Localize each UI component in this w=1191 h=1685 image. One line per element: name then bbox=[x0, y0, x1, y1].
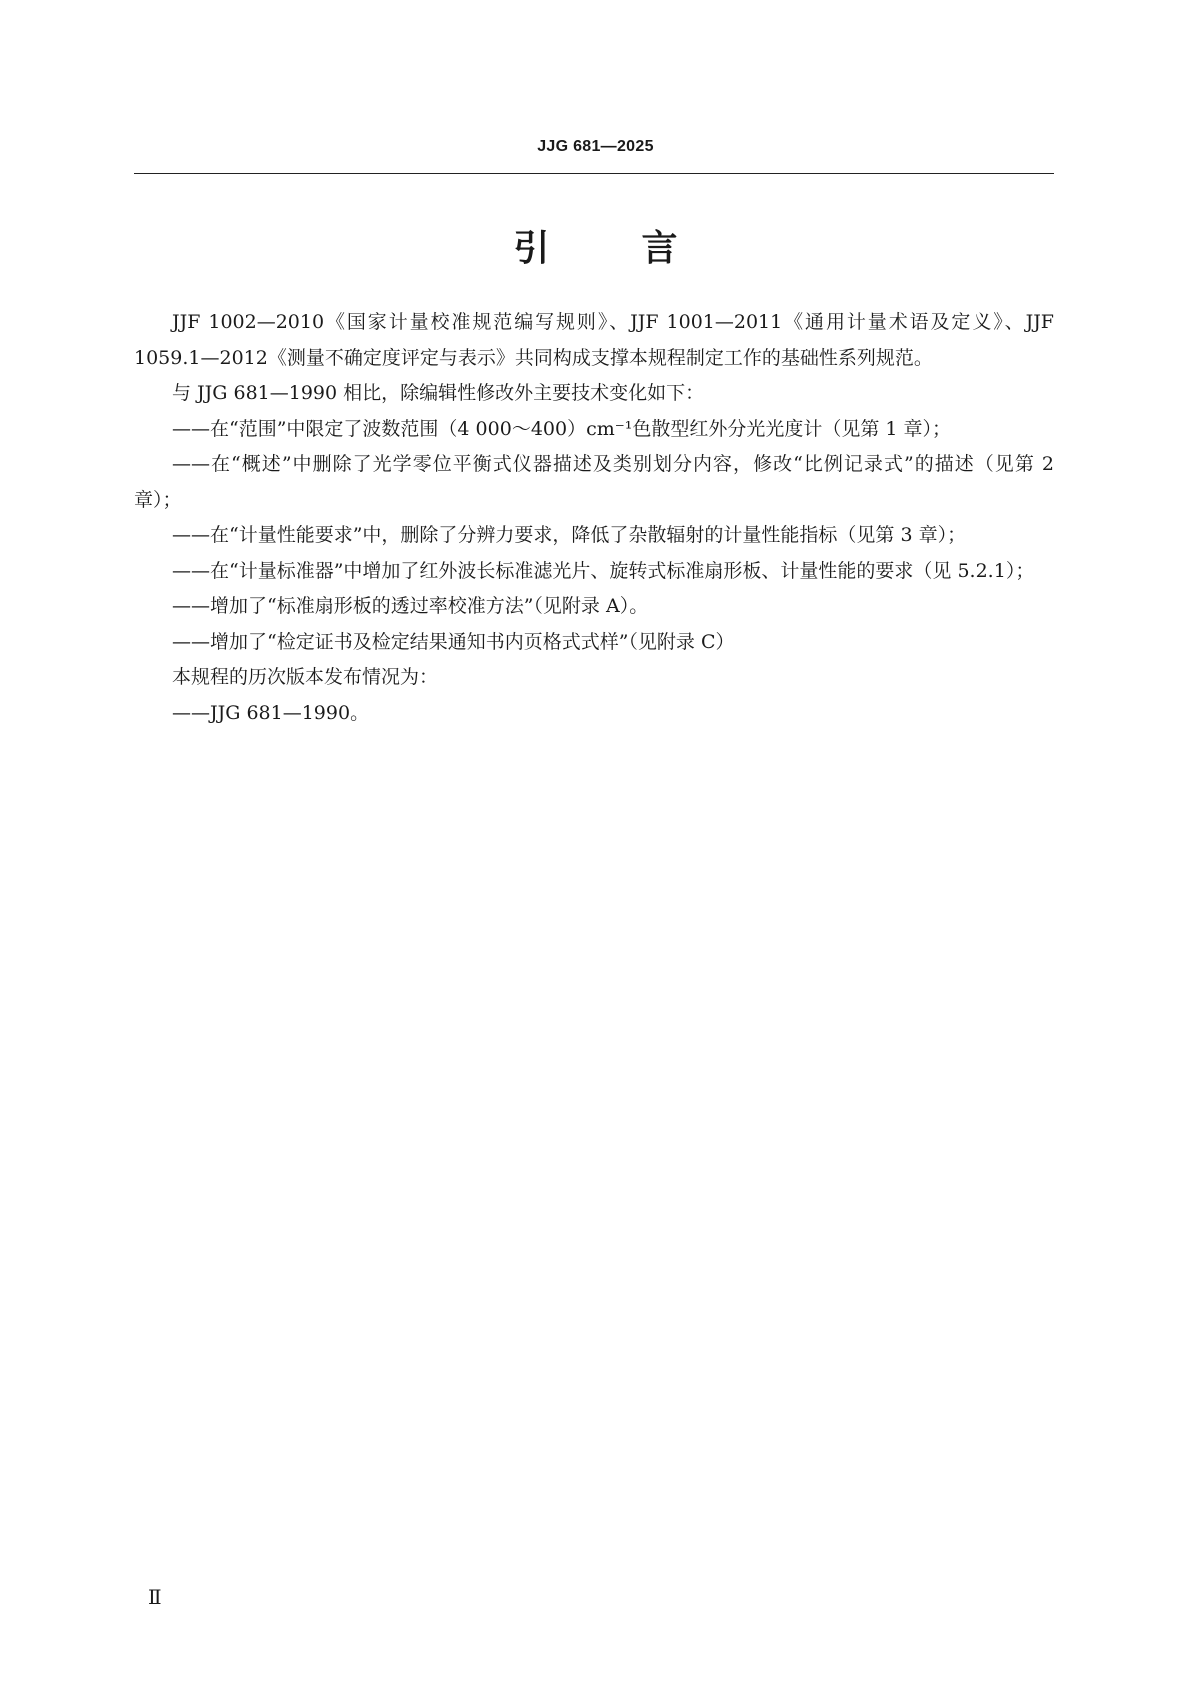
title-char-2: 言 bbox=[641, 228, 678, 269]
header-rule bbox=[134, 173, 1054, 174]
paragraph-6: ——在“计量标准器”中增加了红外波长标准滤光片、旋转式标准扇形板、计量性能的要求（见 5.2.1）； bbox=[172, 559, 1035, 582]
paragraph-1: JJF 1002—2010《国家计量校准规范编写规则》、JJF 1001—2011《通用计量术语及定义》、JJF 1059.1—2012《测量不确定度评定与表示》共同构成支撑本规程制定工作的基础性系列规范。 bbox=[134, 311, 1054, 369]
paragraph-5: ——在“计量性能要求”中，删除了分辨力要求，降低了杂散辐射的计量性能指标（见第 3 章）； bbox=[172, 524, 967, 546]
paragraph-8: ——增加了“检定证书及检定结果通知书内页格式式样”（见附录 C） bbox=[172, 630, 735, 653]
paragraph-10: ——JJG 681—1990。 bbox=[172, 701, 370, 724]
paragraph-3: ——在“范围”中限定了波数范围（4 000～400）cm⁻¹色散型红外分光光度计（见第 1 章）； bbox=[172, 417, 952, 440]
paragraph-2: 与 JJG 681—1990 相比，除编辑性修改外主要技术变化如下： bbox=[172, 382, 705, 404]
introduction-body bbox=[134, 305, 1054, 731]
page-number: Ⅱ bbox=[148, 1585, 162, 1609]
paragraph-7: ——增加了“标准扇形板的透过率校准方法”（见附录 A）。 bbox=[172, 595, 649, 617]
paragraph-4: ——在“概述”中删除了光学零位平衡式仪器描述及类别划分内容，修改“比例记录式”的描述（见第 2 章）； bbox=[134, 453, 1054, 511]
page-title bbox=[0, 220, 1191, 271]
paragraph-9: 本规程的历次版本发布情况为： bbox=[172, 666, 439, 688]
document-code-header: JJG 681—2025 bbox=[537, 138, 654, 155]
title-char-1: 引 bbox=[513, 228, 550, 269]
